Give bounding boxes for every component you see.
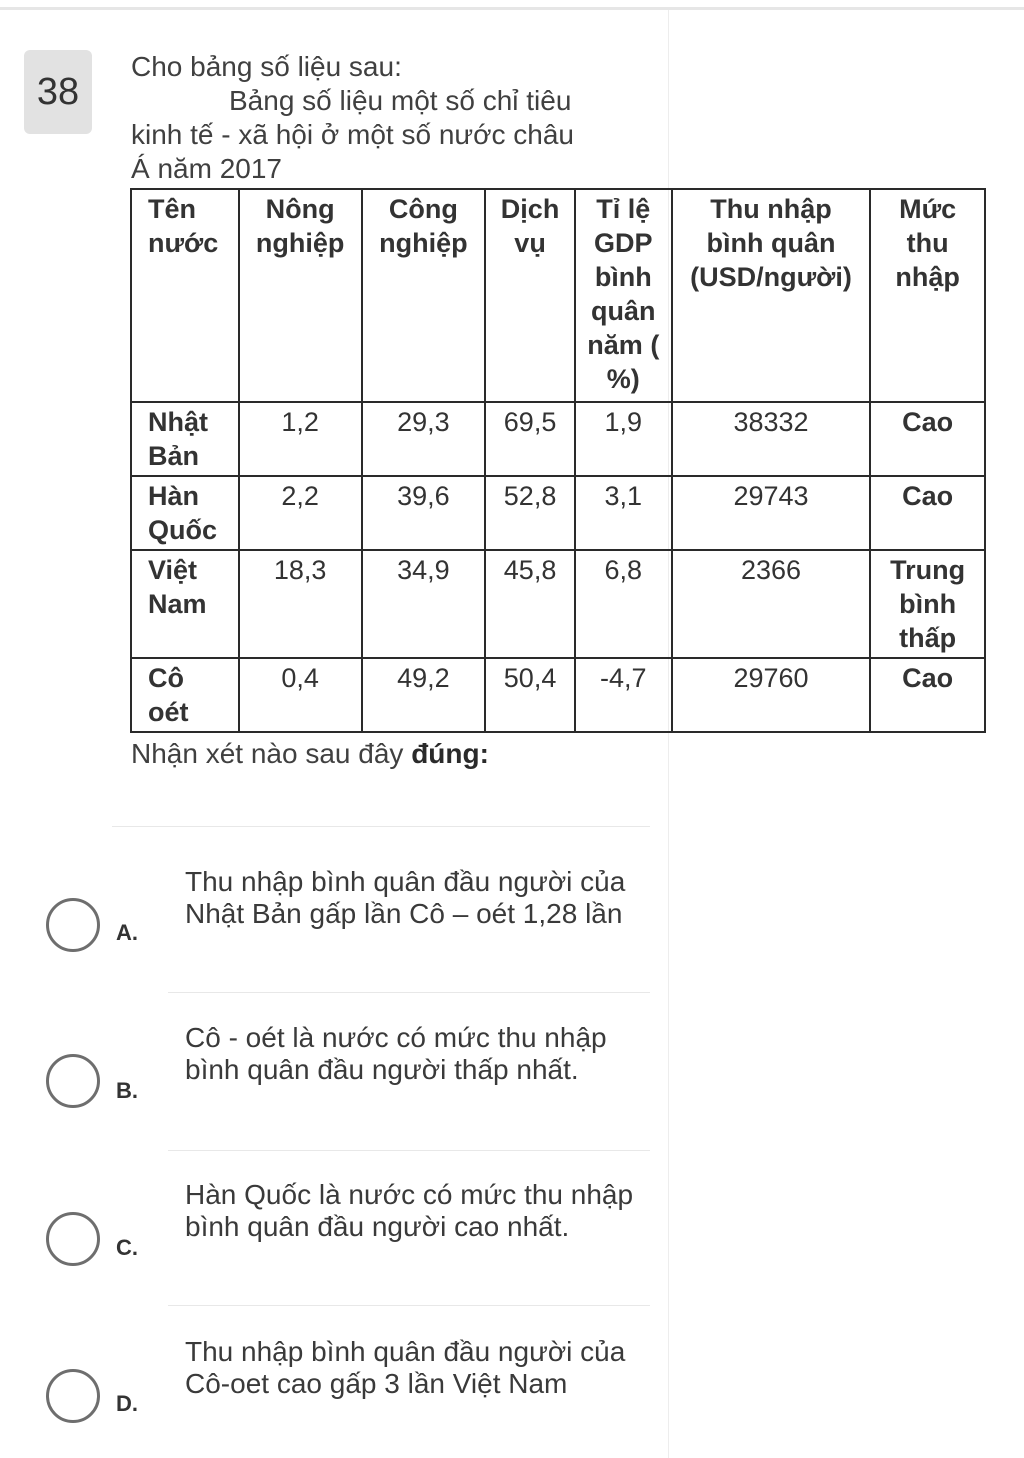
- option-a[interactable]: [44, 866, 644, 976]
- table-title-line-1: Bảng số liệu một số chỉ tiêu: [229, 85, 572, 116]
- cell-income: 29743: [672, 476, 871, 550]
- question-prompt: [131, 738, 489, 770]
- option-c[interactable]: [44, 1179, 644, 1289]
- cell-income: 29760: [672, 658, 871, 732]
- separator: [168, 1305, 650, 1306]
- option-letter: D.: [116, 1391, 138, 1416]
- header-gdp-growth: Tỉ lệ GDP bình quân năm ( %): [575, 189, 672, 402]
- question-intro: Cho bảng số liệu sau:: [131, 51, 402, 82]
- table-row: [131, 476, 985, 550]
- cell-services: 50,4: [485, 658, 575, 732]
- header-country: Tên nước: [131, 189, 239, 402]
- cell-services: 45,8: [485, 550, 575, 658]
- cell-agriculture: 18,3: [239, 550, 362, 658]
- cell-income-level: Cao: [870, 402, 985, 476]
- option-text[interactable]: Cô - oét là nước có mức thu nhập bình quân đầu người thấp nhất.: [185, 1022, 607, 1085]
- header-income: Thu nhập bình quân (USD/người): [672, 189, 871, 402]
- cell-services: 52,8: [485, 476, 575, 550]
- option-text[interactable]: Thu nhập bình quân đầu người của Nhật Bản gấp lần Cô – oét 1,28 lần: [185, 866, 626, 929]
- cell-services: 69,5: [485, 402, 575, 476]
- table-row: [131, 550, 985, 658]
- question-text: [131, 50, 631, 186]
- header-income-level: Mức thu nhập: [870, 189, 985, 402]
- option-b[interactable]: [44, 1022, 644, 1132]
- table-title-line-2: kinh tế - xã hội ở một số nước châu: [131, 119, 574, 150]
- cell-industry: 29,3: [362, 402, 486, 476]
- radio-button[interactable]: [46, 1054, 100, 1108]
- table-row: [131, 658, 985, 732]
- radio-button[interactable]: [46, 1369, 100, 1423]
- cell-agriculture: 1,2: [239, 402, 362, 476]
- table-header-row: [131, 189, 985, 402]
- cell-industry: 34,9: [362, 550, 486, 658]
- question-number: 38: [24, 50, 92, 134]
- cell-industry: 39,6: [362, 476, 486, 550]
- cell-gdp-growth: 3,1: [575, 476, 672, 550]
- cell-gdp-growth: -4,7: [575, 658, 672, 732]
- option-d[interactable]: [44, 1336, 644, 1446]
- cell-income: 38332: [672, 402, 871, 476]
- option-letter: C.: [116, 1235, 138, 1260]
- separator: [112, 826, 650, 827]
- prompt-emphasis: đúng:: [411, 738, 489, 769]
- header-services: Dịch vụ: [485, 189, 575, 402]
- cell-income-level: Trung bình thấp: [870, 550, 985, 658]
- prompt-text: Nhận xét nào sau đây: [131, 738, 404, 769]
- cell-country: Cô oét: [131, 658, 239, 732]
- top-border: [0, 7, 1024, 10]
- radio-button[interactable]: [46, 1212, 100, 1266]
- table-title-line-3: Á năm 2017: [131, 153, 282, 184]
- header-industry: Công nghiệp: [362, 189, 486, 402]
- cell-country: Việt Nam: [131, 550, 239, 658]
- option-letter: B.: [116, 1078, 138, 1103]
- option-letter: A.: [116, 920, 138, 945]
- cell-industry: 49,2: [362, 658, 486, 732]
- radio-button[interactable]: [46, 898, 100, 952]
- cell-income-level: Cao: [870, 476, 985, 550]
- separator: [168, 1150, 650, 1151]
- cell-gdp-growth: 1,9: [575, 402, 672, 476]
- header-agriculture: Nông nghiệp: [239, 189, 362, 402]
- cell-country: Hàn Quốc: [131, 476, 239, 550]
- option-text[interactable]: Thu nhập bình quân đầu người của Cô-oet cao gấp 3 lần Việt Nam: [185, 1336, 626, 1399]
- table-row: [131, 402, 985, 476]
- cell-income: 2366: [672, 550, 871, 658]
- option-text[interactable]: Hàn Quốc là nước có mức thu nhập bình quân đầu người cao nhất.: [185, 1179, 634, 1242]
- cell-agriculture: 0,4: [239, 658, 362, 732]
- cell-country: Nhật Bản: [131, 402, 239, 476]
- data-table: [130, 188, 986, 733]
- separator: [168, 992, 650, 993]
- cell-income-level: Cao: [870, 658, 985, 732]
- cell-gdp-growth: 6,8: [575, 550, 672, 658]
- cell-agriculture: 2,2: [239, 476, 362, 550]
